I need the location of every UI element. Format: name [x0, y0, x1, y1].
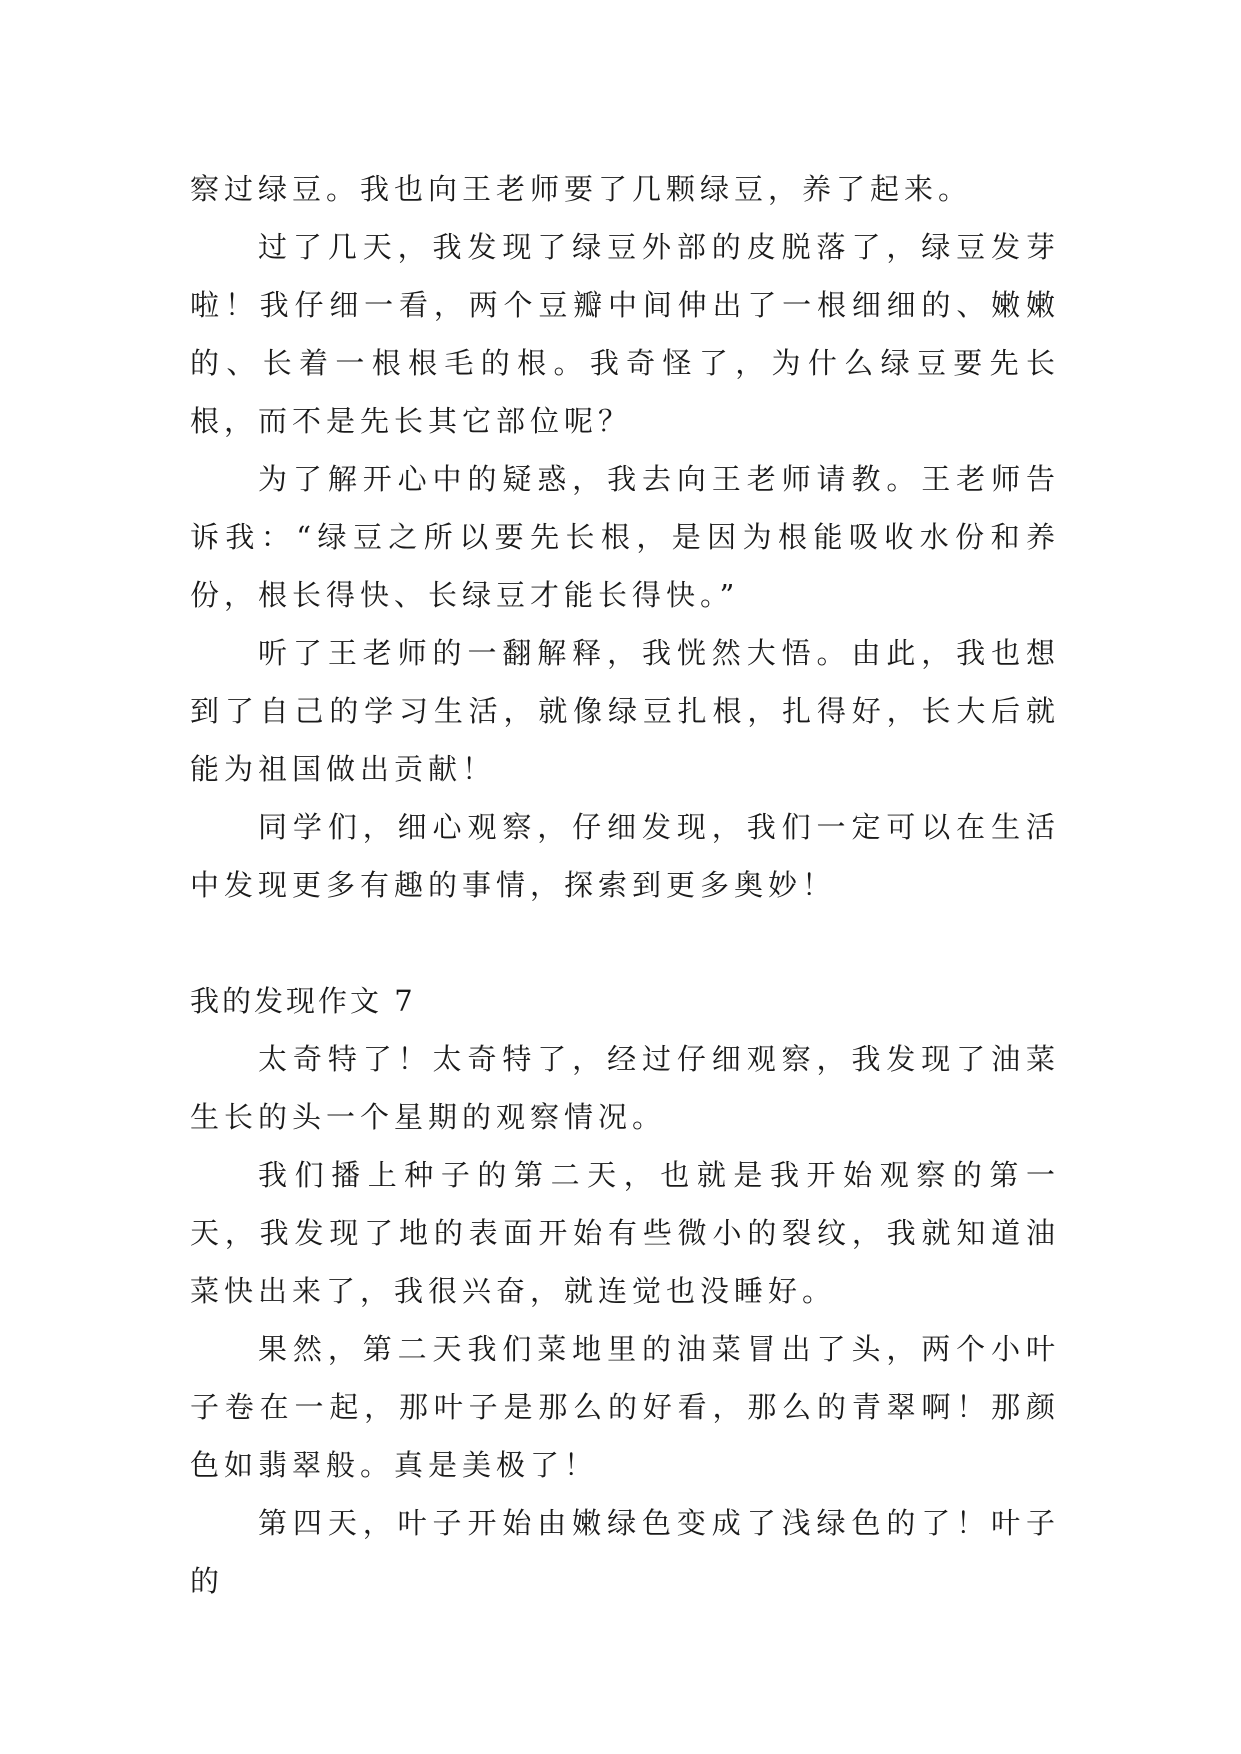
paragraph: 太奇特了！太奇特了，经过仔细观察，我发现了油菜生长的头一个星期的观察情况。	[190, 1042, 1060, 1134]
document-body	[190, 160, 1060, 1610]
section-spacer	[190, 914, 1060, 972]
paragraph: 果然，第二天我们菜地里的油菜冒出了头，两个小叶子卷在一起，那叶子是那么的好看，那么的青翠啊！那颜色如翡翠般。真是美极了！	[190, 1332, 1060, 1482]
paragraph: 为了解开心中的疑惑，我去向王老师请教。王老师告诉我：“绿豆之所以要先长根，是因为根能吸收水份和养份，根长得快、长绿豆才能长得快。”	[190, 462, 1060, 612]
paragraph: 听了王老师的一翻解释，我恍然大悟。由此，我也想到了自己的学习生活，就像绿豆扎根，扎得好，长大后就能为祖国做出贡献！	[190, 636, 1060, 786]
paragraph: 过了几天，我发现了绿豆外部的皮脱落了，绿豆发芽啦！我仔细一看，两个豆瓣中间伸出了一根细细的、嫩嫩的、长着一根根毛的根。我奇怪了，为什么绿豆要先长根，而不是先长其它部位呢？	[190, 230, 1060, 438]
paragraph: 察过绿豆。我也向王老师要了几颗绿豆，养了起来。	[190, 172, 973, 206]
section-heading: 我的发现作文 7	[190, 984, 416, 1018]
paragraph: 第四天，叶子开始由嫩绿色变成了浅绿色的了！叶子的	[190, 1506, 1060, 1598]
paragraph: 同学们，细心观察，仔细发现，我们一定可以在生活中发现更多有趣的事情，探索到更多奥妙！	[190, 810, 1060, 902]
paragraph: 我们播上种子的第二天，也就是我开始观察的第一天，我发现了地的表面开始有些微小的裂纹，我就知道油菜快出来了，我很兴奋，就连觉也没睡好。	[190, 1158, 1060, 1308]
